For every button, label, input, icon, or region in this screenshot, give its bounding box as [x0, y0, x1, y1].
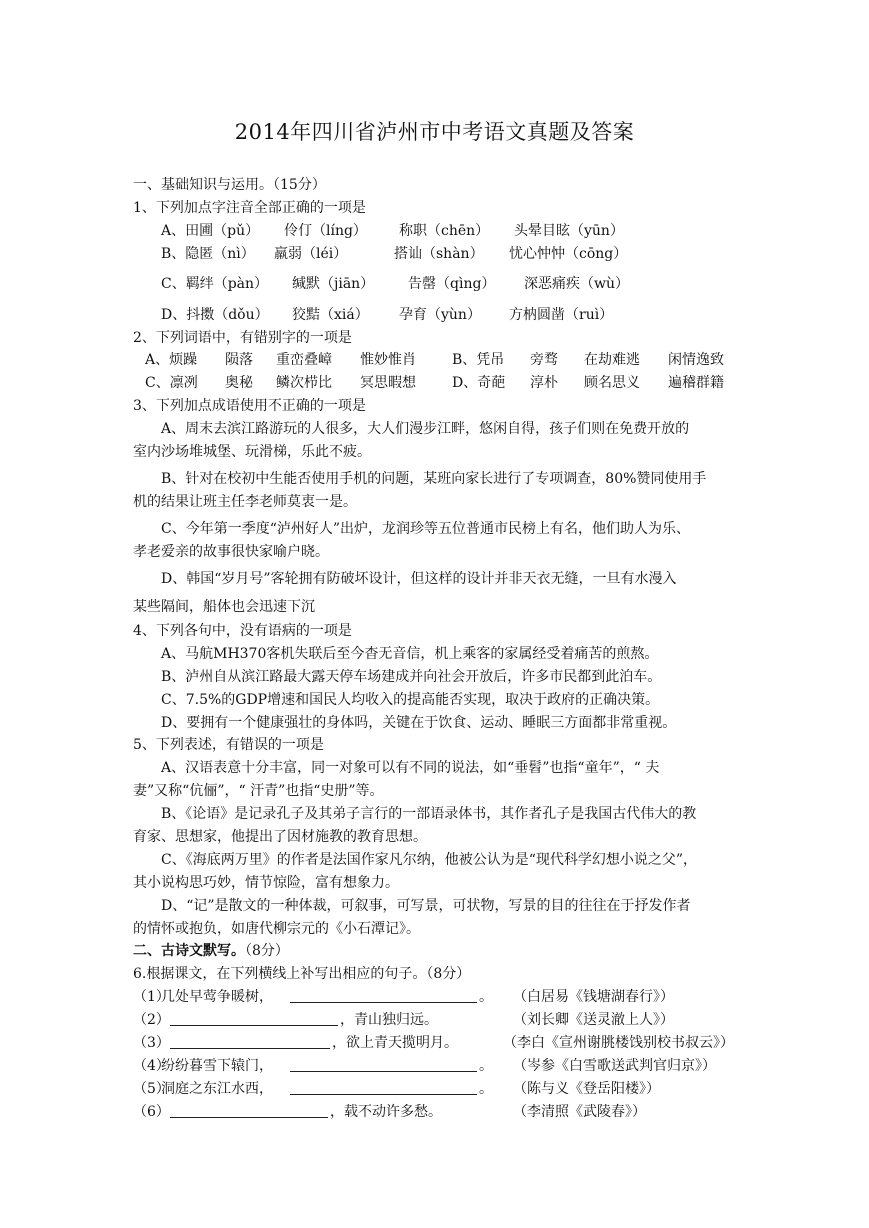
q2-r2-5: D、奇葩: [452, 375, 506, 391]
q6-5-blank[interactable]: [290, 1080, 477, 1095]
q5-c-line1: C、《海底两万里》的作者是法国作家凡尔纳，他被公认为是“现代科学幻想小说之父”，: [161, 852, 698, 868]
section2-heading: [133, 942, 289, 960]
q6-stem: 6.根据课文，在下列横线上补写出相应的句子。（8分）: [133, 966, 471, 982]
q2-r1-4: 惟妙惟肖: [360, 352, 416, 368]
q2-r1-5: B、凭吊: [452, 352, 505, 368]
q6-4-blank[interactable]: [290, 1057, 477, 1072]
q6-1-after: 。: [479, 989, 493, 1005]
q3-b-line2: 机的结果让班主任李老师莫衷一是。: [133, 494, 357, 510]
q3-b-line1: B、针对在校初中生能否使用手机的问题，某班向家长进行了专项调查，80%赞同使用手: [161, 471, 707, 487]
q1-b-4: 忧心忡忡（cōng）: [509, 246, 628, 262]
q2-r2-1: C、凛冽: [145, 375, 198, 391]
q5-b-line2: 育家、思想家，他提出了因材施教的教育思想。: [133, 829, 427, 845]
q6-1-before: 几处早莺争暖树，: [161, 989, 273, 1005]
q5-b-line1: B、《论语》是记录孔子及其弟子言行的一部语录体书，其作者孔子是我国古代伟大的教: [161, 806, 697, 822]
q2-r2-8: 遍稽群籍: [668, 375, 724, 391]
q6-4-before: 纷纷暮雪下辕门，: [161, 1058, 273, 1074]
q3-a-line2: 室内沙场堆城堡、玩滑梯，乐此不疲。: [133, 444, 371, 460]
q1-c-1: C、羁绊（pàn）: [161, 276, 269, 292]
section2-heading-text: 二、古诗文默写。: [133, 943, 245, 959]
q1-c-4: 深恶痛疾（wù）: [524, 276, 629, 292]
q4-option-c: C、7.5%的GDP增速和国民人均收入的提高能否实现，取决于政府的正确决策。: [161, 692, 660, 708]
q6-3-num: （3）: [133, 1035, 170, 1051]
q3-c-line1: C、今年第一季度“泸州好人”出炉，龙润珍等五位普通市民榜上有名，他们助人为乐、: [161, 521, 691, 537]
q3-stem: 3、下列加点成语使用不正确的一项是: [133, 398, 366, 414]
q1-d-2: 狡黠（xiá）: [292, 307, 369, 323]
q2-r2-2: 奥秘: [225, 375, 253, 391]
q6-6-after: ，载不动许多愁。: [330, 1104, 442, 1120]
q5-c-line2: 其小说构思巧妙，情节惊险，富有想象力。: [133, 875, 399, 891]
q2-r2-7: 顾名思义: [584, 375, 640, 391]
q4-option-a: A、马航MH370客机失联后至今杳无音信，机上乘客的家属经受着痛苦的煎熬。: [161, 646, 659, 662]
q2-r1-8: 闲情逸致: [668, 352, 724, 368]
q1-d-4: 方枘圆凿（ruì）: [509, 307, 614, 323]
q4-stem: 4、下列各句中，没有语病的一项是: [133, 623, 352, 639]
q1-c-2: 缄默（jiān）: [292, 276, 375, 292]
q2-r2-6: 淳朴: [530, 375, 558, 391]
q6-3-blank[interactable]: [170, 1034, 330, 1049]
q2-r1-2: 陨落: [225, 352, 253, 368]
q2-r2-4: 冥思暇想: [360, 375, 416, 391]
q6-2-after: ，青山独归远。: [340, 1012, 438, 1028]
q6-1-source: （白居易《钱塘湖春行》）: [513, 989, 674, 1005]
page-title: 2014年四川省泸州市中考语文真题及答案: [234, 120, 635, 144]
q3-a-line1: A、周末去滨江路游玩的人很多，大人们漫步江畔，悠闲自得，孩子们则在免费开放的: [161, 421, 690, 437]
q1-stem: 1、下列加点字注音全部正确的一项是: [133, 200, 366, 216]
q2-r1-6: 旁骛: [530, 352, 558, 368]
q6-5-before: 洞庭之东江水西，: [161, 1081, 273, 1097]
q5-stem: 5、下列表述，有错误的一项是: [133, 737, 324, 753]
q4-option-d: D、要拥有一个健康强壮的身体吗，关键在于饮食、运动、睡眠三方面都非常重视。: [161, 715, 677, 731]
q6-5-after: 。: [479, 1081, 493, 1097]
q1-c-3: 告罄（qìng）: [408, 276, 496, 292]
q4-option-b: B、泸州自从滨江路最大露天停车场建成并向社会开放后，许多市民都到此泊车。: [161, 669, 662, 685]
q6-2-blank[interactable]: [170, 1011, 338, 1026]
q1-b-2: 羸弱（léi）: [274, 246, 348, 262]
q1-b-1: B、隐匿（nì）: [161, 246, 255, 262]
q3-d-line2: 某些隔间，船体也会迅速下沉: [133, 599, 315, 615]
q6-2-source: （刘长卿《送灵澈上人》）: [513, 1012, 674, 1028]
q6-2-num: （2）: [133, 1012, 170, 1028]
q3-c-line2: 孝老爱亲的故事很快家喻户晓。: [133, 544, 329, 560]
q2-r1-1: A、烦躁: [145, 352, 198, 368]
q5-d-line1: D、“记”是散文的一种体裁，可叙事，可写景，可状物，写景的目的往往在于抒发作者: [161, 898, 691, 914]
q6-5-source: （陈与义《登岳阳楼》）: [513, 1081, 660, 1097]
q1-a-2: 伶仃（líng）: [284, 223, 367, 239]
q6-4-source: （岑参《白雪歌送武判官归京》）: [513, 1058, 716, 1074]
q5-d-line2: 的情怀或抱负，如唐代柳宗元的《小石潭记》。: [133, 921, 420, 937]
q3-d-line1: D、韩国“岁月号”客轮拥有防破坏设计，但这样的设计并非天衣无缝，一旦有水漫入: [161, 571, 677, 587]
section2-heading-score: （8分）: [245, 943, 289, 959]
q6-1-num: （1）: [133, 989, 170, 1005]
q1-d-3: 孕育（yùn）: [399, 307, 481, 323]
q1-a-3: 称职（chēn）: [399, 223, 490, 239]
q6-5-num: （5）: [133, 1081, 170, 1097]
q6-6-source: （李清照《武陵春》）: [513, 1104, 646, 1120]
q1-a-1: A、田圃（pǔ）: [161, 223, 260, 239]
section1-heading: 一、基础知识与运用。（15分）: [133, 177, 326, 193]
q1-b-3: 搭讪（shàn）: [394, 246, 484, 262]
q6-3-after: ，欲上青天揽明月。: [332, 1035, 458, 1051]
q2-r1-3: 重峦叠嶂: [276, 352, 332, 368]
q1-a-4: 头晕目眩（yūn）: [514, 223, 624, 239]
q5-a-line2: 妻”又称“伉俪”，“ 汗青”也指“史册”等。: [133, 783, 384, 799]
q6-6-num: （6）: [133, 1104, 170, 1120]
q2-stem: 2、下列词语中，有错别字的一项是: [133, 330, 352, 346]
q1-d-1: D、抖擞（dǒu）: [161, 307, 269, 323]
q6-4-num: （4）: [133, 1058, 170, 1074]
q2-r2-3: 鳞次栉比: [276, 375, 332, 391]
q6-3-source: （李白《宣州谢朓楼饯别校书叔云》）: [503, 1035, 734, 1051]
q6-4-after: 。: [479, 1058, 493, 1074]
q2-r1-7: 在劫难逃: [584, 352, 640, 368]
q6-1-blank[interactable]: [290, 988, 477, 1003]
q6-6-blank[interactable]: [170, 1103, 328, 1118]
q5-a-line1: A、汉语表意十分丰富，同一对象可以有不同的说法，如“垂髫”也指“童年”，“ 夫: [161, 760, 660, 776]
